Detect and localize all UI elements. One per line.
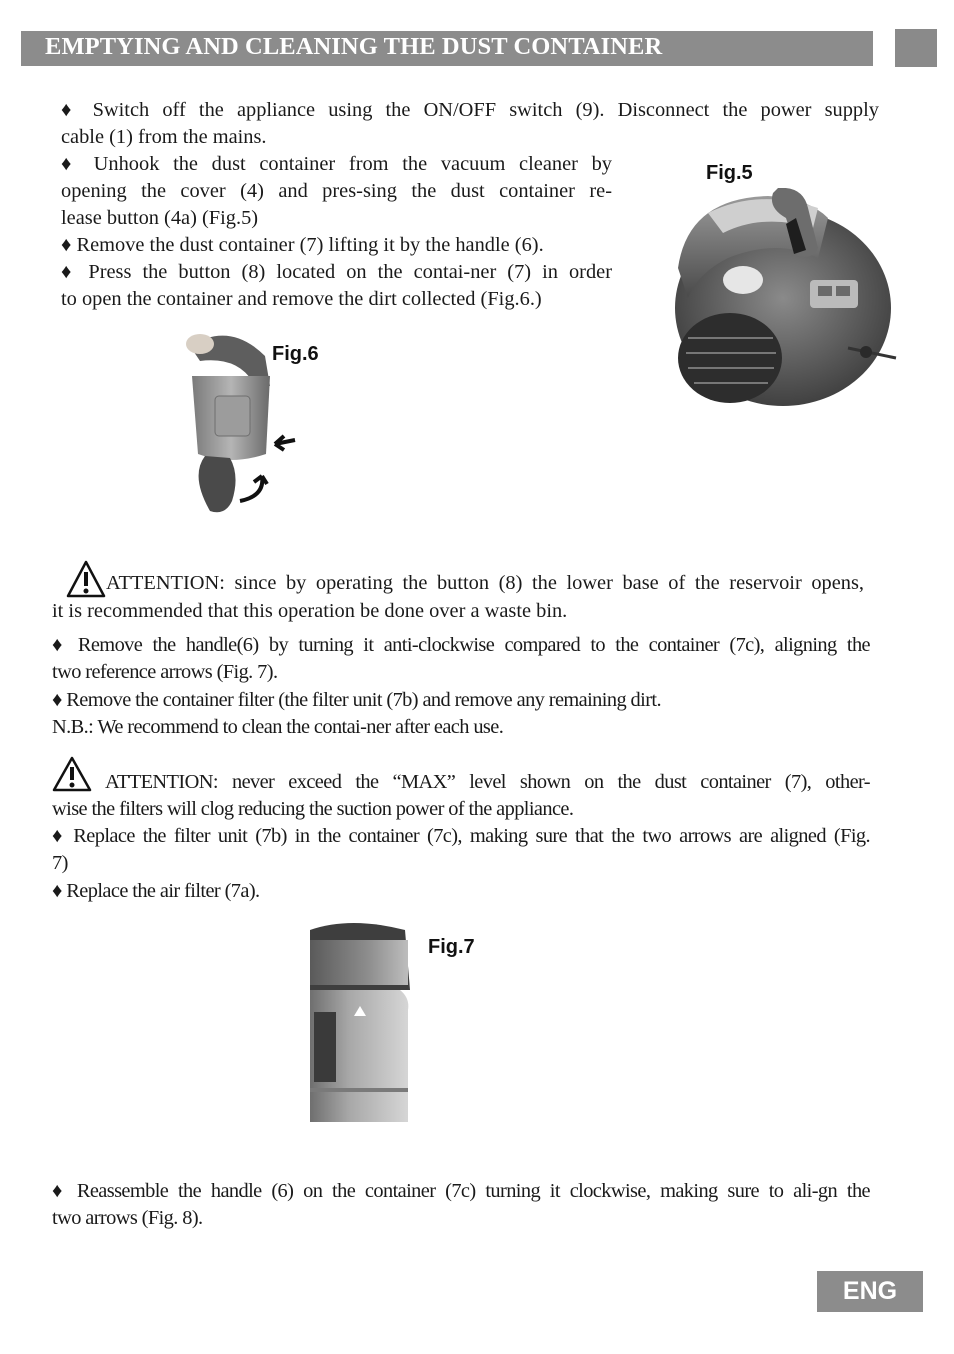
step-remove-handle-line2: two reference arrows (Fig. 7). [52,661,278,683]
attention1-line1: ATTENTION: since by operating the button (8) the lower base of the reservoir opens, [106,572,864,594]
warning-triangle-icon [66,560,106,598]
fig6-container-image [170,326,320,520]
step-reassemble-handle-line1: ♦ Reassemble the handle (6) on the container (7c) turning it clockwise, making sure to ali-gn the [52,1180,870,1202]
step-remove-handle-line1: ♦ Remove the handle(6) by turning it anti-clockwise compared to the container (7c), aligning the [52,634,870,656]
step-replace-filter-line1: ♦ Replace the filter unit (7b) in the container (7c), making sure that the two arrows are aligned (Fig. [52,825,870,847]
fig5-label: Fig.5 [706,162,753,184]
fig7-filter-image [310,920,420,1122]
warning-triangle-icon [52,756,92,792]
nb-note: N.B.: We recommend to clean the contai-ner after each use. [52,716,504,738]
fig5-vacuum-image [668,188,900,408]
step-press-button-line2: to open the container and remove the dirt collected (Fig.6.) [61,288,542,310]
attention2-line2: wise the filters will clog reducing the suction power of the appliance. [52,798,574,820]
attention1-line2: it is recommended that this operation be done over a waste bin. [52,600,568,622]
step-remove-container: ♦ Remove the dust container (7) lifting it by the handle (6). [61,234,544,256]
language-badge: ENG [817,1271,923,1312]
step-switch-off-line2: cable (1) from the mains. [61,126,267,148]
step-unhook-line1: ♦ Unhook the dust container from the vacuum cleaner by [61,153,612,175]
step-reassemble-handle-line2: two arrows (Fig. 8). [52,1207,203,1229]
fig7-label: Fig.7 [428,936,475,958]
step-unhook-line3: lease button (4a) (Fig.5) [61,207,259,229]
step-press-button-line1: ♦ Press the button (8) located on the contai-ner (7) in order [61,261,612,283]
page-corner-tab [895,29,937,67]
step-replace-filter-line2: 7) [52,852,68,874]
step-remove-filter: ♦ Remove the container filter (the filter unit (7b) and remove any remaining dirt. [52,689,661,711]
page-title: EMPTYING AND CLEANING THE DUST CONTAINER [45,33,663,60]
attention2-line1: ATTENTION: never exceed the “MAX” level shown on the dust container (7), other- [105,771,870,793]
step-replace-air-filter: ♦ Replace the air filter (7a). [52,880,260,902]
fig6-label: Fig.6 [272,343,319,365]
step-switch-off-line1: ♦ Switch off the appliance using the ON/OFF switch (9). Disconnect the power supply [61,99,879,121]
step-unhook-line2: opening the cover (4) and pres-sing the dust container re- [61,180,612,202]
